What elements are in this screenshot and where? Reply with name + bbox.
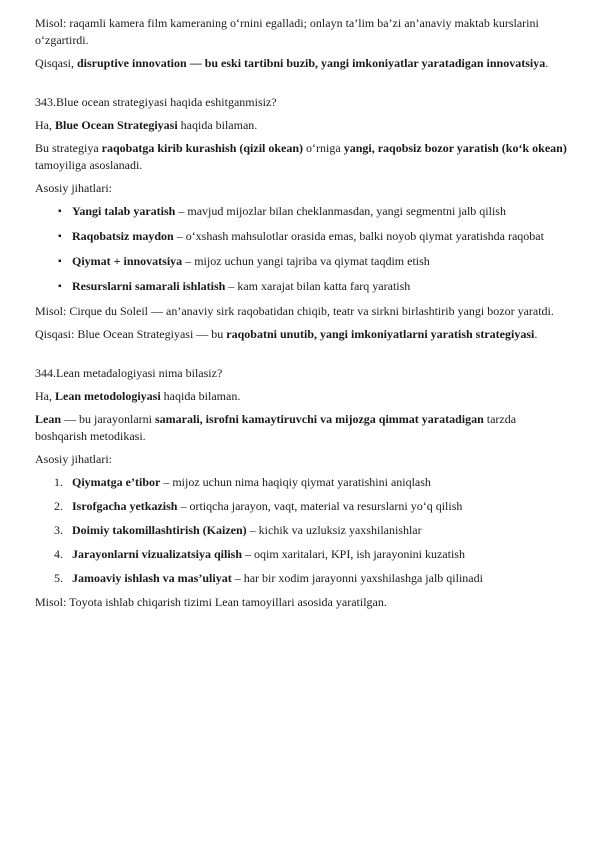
- q343-answer: Ha, Blue Ocean Strategiyasi haqida bilaman.: [35, 118, 258, 132]
- q344-steps-list: [35, 474, 570, 587]
- q343-features-list: [35, 203, 570, 295]
- q344-description: Lean — bu jarayonlarni samarali, isrofni kamaytiruvchi va mijozga qimmat yaratadigan tarzda boshqarish metodikasi.: [35, 412, 517, 443]
- step-number: 4.: [54, 547, 63, 561]
- list-item: ▪ Yangi talab yaratish – mavjud mijozlar bilan cheklanmasdan, yangi segmentni jalb qilish: [58, 204, 506, 218]
- q343-question: 343.Blue ocean strategiyasi haqida eshitganmisiz?: [35, 95, 277, 109]
- bullet-icon: ▪: [58, 281, 62, 292]
- bullet-icon: ▪: [58, 256, 62, 267]
- q343-features-label: Asosiy jihatlari:: [35, 181, 112, 195]
- q344-question: 344.Lean metadalogiyasi nima bilasiz?: [35, 366, 223, 380]
- q344-answer: Ha, Lean metodologiyasi haqida bilaman.: [35, 389, 241, 403]
- list-item: 4. Jarayonlarni vizualizatsiya qilish – oqim xaritalari, KPI, ish jarayonini kuzatish: [54, 547, 465, 561]
- bullet-icon: ▪: [58, 206, 62, 217]
- document-page: [35, 15, 570, 617]
- bullet-icon: ▪: [58, 231, 62, 242]
- q343-description: Bu strategiya raqobatga kirib kurashish (qizil okean) o‘rniga yangi, raqobsiz bozor yaratish (ko‘k okean) tamoyiliga asoslanadi.: [35, 141, 567, 172]
- intro-example: Misol: raqamli kamera film kameraning o‘rnini egalladi; onlayn ta’lim ba’zi an’anaviy maktab kurslarini o‘zgartirdi.: [35, 16, 539, 47]
- list-item: 1. Qiymatga e’tibor – mijoz uchun nima haqiqiy qiymat yaratishini aniqlash: [54, 475, 431, 489]
- step-number: 5.: [54, 571, 63, 585]
- list-item: ▪ Resurslarni samarali ishlatish – kam xarajat bilan katta farq yaratish: [58, 279, 411, 293]
- section-gap: [35, 349, 570, 365]
- list-item: 5. Jamoaviy ishlash va mas’uliyat – har bir xodim jarayonni yaxshilashga jalb qilinadi: [54, 571, 483, 585]
- q344-example: Misol: Toyota ishlab chiqarish tizimi Lean tamoyillari asosida yaratilgan.: [35, 595, 387, 609]
- intro-summary: Qisqasi, disruptive innovation — bu eski tartibni buzib, yangi imkoniyatlar yaratadigan innovatsiya.: [35, 56, 549, 70]
- q344-features-label: Asosiy jihatlari:: [35, 452, 112, 466]
- q343-summary: Qisqasi: Blue Ocean Strategiyasi — bu raqobatni unutib, yangi imkoniyatlarni yaratish strategiyasi.: [35, 327, 538, 341]
- step-number: 2.: [54, 499, 63, 513]
- list-item: ▪ Raqobatsiz maydon – o‘xshash mahsulotlar orasida emas, balki noyob qiymat yaratishda raqobat: [58, 229, 544, 243]
- section-gap: [35, 78, 570, 94]
- list-item: 3. Doimiy takomillashtirish (Kaizen) – kichik va uzluksiz yaxshilanishlar: [54, 523, 422, 537]
- q343-example: Misol: Cirque du Soleil — an’anaviy sirk raqobatidan chiqib, teatr va sirkni birlashtirib yangi bozor yaratdi.: [35, 304, 554, 318]
- step-number: 3.: [54, 523, 63, 537]
- list-item: 2. Isrofgacha yetkazish – ortiqcha jarayon, vaqt, material va resurslarni yo‘q qilish: [54, 499, 463, 513]
- list-item: ▪ Qiymat + innovatsiya – mijoz uchun yangi tajriba va qiymat taqdim etish: [58, 254, 430, 268]
- step-number: 1.: [54, 475, 63, 489]
